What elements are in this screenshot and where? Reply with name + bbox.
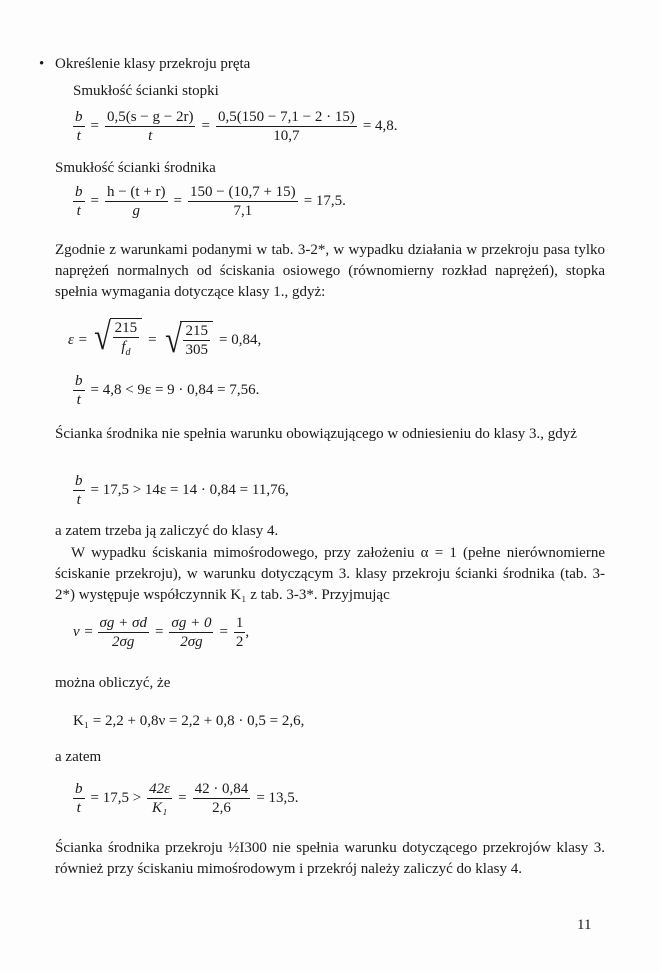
num: 0,5(s − g − 2r) — [106, 109, 194, 125]
equation-flange — [73, 108, 623, 145]
den: g — [105, 201, 168, 220]
result: = 17,5. — [303, 193, 346, 209]
equation-final — [73, 780, 623, 817]
equals: = — [154, 624, 164, 640]
equals: = — [90, 118, 99, 134]
equation-flange-check — [73, 372, 623, 409]
frac-a — [147, 780, 172, 817]
d: d — [125, 347, 131, 358]
equals: = — [173, 193, 183, 209]
epsilon-lhs: ε = — [68, 331, 88, 348]
paragraph-2: Ścianka środnika nie spełnia warunku obowiązującego w odniesieniu do klasy 3., gdyż — [55, 426, 577, 442]
num: b — [75, 781, 83, 797]
frac-b-t — [73, 372, 85, 409]
num: 215 — [185, 323, 208, 339]
den: 10,7 — [216, 126, 357, 145]
radicand — [180, 321, 213, 359]
equals: = — [148, 331, 157, 348]
num: 215 — [114, 320, 138, 336]
equation-web-check — [73, 472, 623, 509]
den: 2σg — [98, 632, 149, 651]
den — [113, 337, 140, 362]
result: = 4,8. — [362, 118, 398, 134]
den: 2σg — [169, 632, 213, 651]
nu-lhs: ν = — [73, 624, 94, 640]
paragraph-7: Ścianka środnika przekroju ½I300 nie spełnia warunku dotyczącego przekrojów klasy 3. również przy ściskaniu mimośrodowym i przekrój należy zaliczyć do klasy 4. — [55, 840, 605, 877]
sqrt-a — [92, 318, 142, 362]
frac-values — [188, 183, 298, 220]
num: b — [75, 373, 83, 389]
radical-sign: √ — [93, 316, 111, 358]
equation-web — [73, 183, 623, 220]
paragraph-1: Zgodnie z warunkami podanymi w tab. 3-2*, w wypadku działania w przekroju pasa tylko naprężeń normalnych od ściskania osiowego (równomierny rozkład naprężeń), stopka spełnia wymagania dotyczące klasy 1., gdyż: — [55, 242, 605, 300]
mid: = 17,5 > — [90, 790, 142, 806]
result: = 0,84, — [218, 331, 262, 348]
bullet-heading — [39, 54, 605, 75]
frac-b — [193, 780, 251, 817]
den: t — [73, 798, 85, 817]
frac-a — [98, 614, 149, 651]
num: b — [75, 473, 83, 489]
bullet-mark: • — [39, 56, 45, 72]
frac-c — [234, 614, 246, 651]
den: t — [73, 201, 85, 220]
equals: = — [201, 118, 210, 134]
num: 1 — [235, 615, 244, 631]
den: 7,1 — [188, 201, 298, 220]
rest: = 17,5 > 14ε = 14 · 0,84 = 11,76, — [90, 482, 289, 498]
num: 42ε — [149, 781, 171, 797]
num: 42 · 0,84 — [194, 781, 249, 797]
result: = 13,5. — [256, 790, 299, 806]
num: σg + 0 — [171, 615, 212, 631]
equals: = — [90, 193, 99, 209]
num: 150 − (10,7 + 15) — [190, 184, 296, 200]
flange-label: Smukłość ścianki stopki — [73, 83, 219, 99]
num: b — [75, 184, 83, 200]
den: K₁ — [147, 798, 172, 817]
paragraph-6: a zatem — [55, 749, 102, 765]
radicand — [110, 318, 143, 362]
den: 305 — [185, 342, 208, 358]
num: b — [75, 109, 83, 125]
den: t — [73, 390, 85, 409]
frac-b-t — [73, 183, 85, 220]
frac-b-t — [73, 780, 85, 817]
page-number: 11 — [577, 917, 592, 933]
paragraph-5: można obliczyć, że — [55, 675, 171, 691]
equals: = — [178, 790, 187, 806]
frac-b-t — [73, 472, 85, 509]
den: 2,6 — [193, 798, 251, 817]
num: 0,5(150 − 7,1 − 2 · 15) — [217, 109, 355, 125]
frac — [113, 319, 140, 362]
frac-formula — [105, 108, 196, 145]
comma: , — [245, 624, 250, 640]
radical-sign: √ — [164, 319, 182, 361]
den: t — [73, 490, 85, 509]
paragraph-4: W wypadku ściskania mimośrodowego, przy założeniu α = 1 (pełne nierównomierne ściskanie przekroju), w warunku dotyczącym 3. klasy przekroju ścianki środnika (tab. 3-2*) występuje współczynnik K₁ z tab. 3-3*. Przyjmując — [55, 545, 605, 603]
equation-epsilon — [68, 318, 618, 362]
f: f — [121, 339, 126, 355]
frac — [183, 322, 210, 359]
sqrt-b — [163, 321, 213, 359]
paragraph-3: a zatem trzeba ją zaliczyć do klasy 4. — [55, 523, 279, 539]
num: σg + σd — [99, 615, 147, 631]
frac-b — [169, 614, 213, 651]
rest: = 4,8 < 9ε = 9 · 0,84 = 7,56. — [90, 382, 260, 398]
den: 2 — [235, 634, 244, 650]
frac-values — [216, 108, 357, 145]
section-heading: Określenie klasy przekroju pręta — [55, 56, 251, 72]
den: t — [105, 126, 196, 145]
frac-formula — [105, 183, 168, 220]
equation-k1: K₁ = 2,2 + 0,8ν = 2,2 + 0,8 · 0,5 = 2,6, — [73, 713, 305, 729]
equation-nu — [73, 614, 623, 651]
frac-b-t — [73, 108, 85, 145]
den: t — [73, 126, 85, 145]
num: h − (t + r) — [106, 184, 166, 200]
equals: = — [219, 624, 228, 640]
web-label: Smukłość ścianki środnika — [55, 160, 216, 176]
